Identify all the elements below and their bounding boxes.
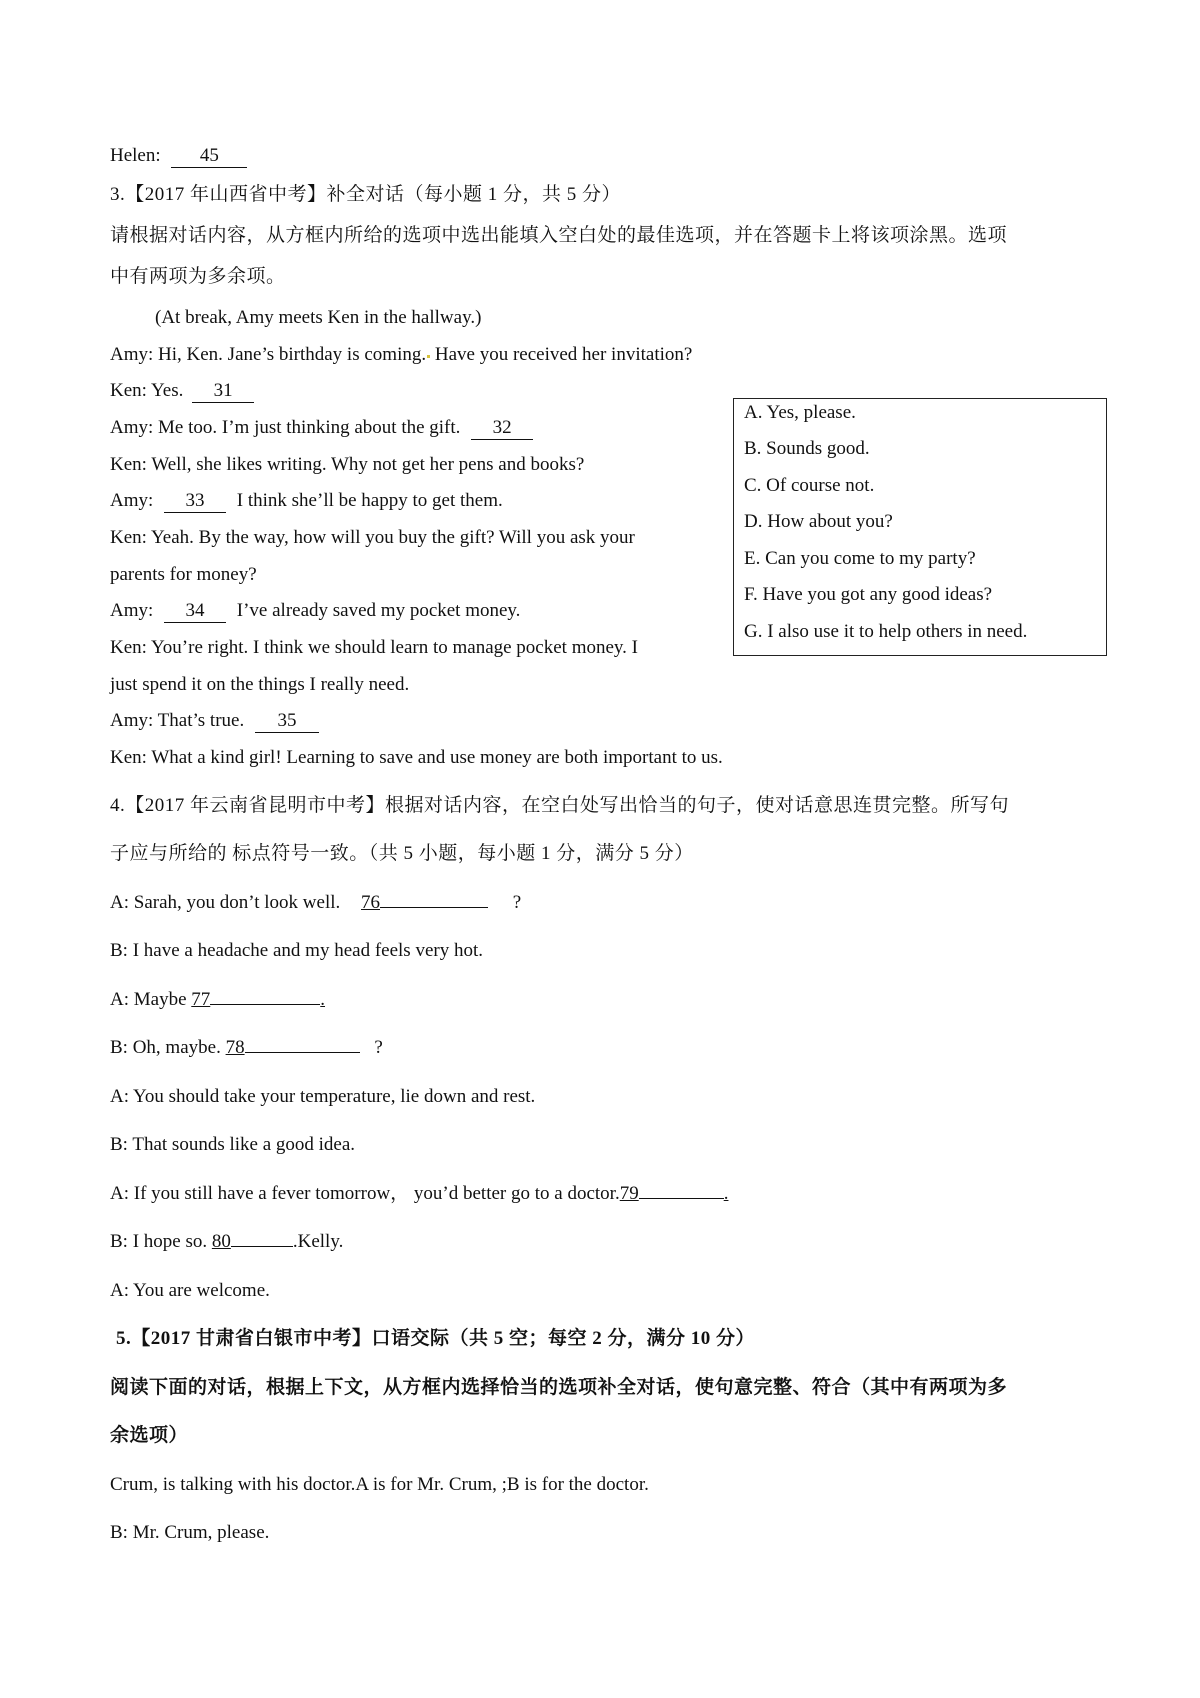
question-source: 【2017 年山西省中考】 <box>125 184 327 205</box>
dialogue-line: Amy: That’s true. 35 <box>110 709 319 733</box>
q5-instruction-1: 阅读下面的对话，根据上下文，从方框内选择恰当的选项补全对话，使句意完整、符合（其中有两项为多 <box>110 1377 1008 1398</box>
question-heading: 补全对话（每小题 1 分，共 5 分） <box>326 184 622 205</box>
dialogue-line: A: Sarah, you don’t look well. 76 ? <box>110 892 522 913</box>
answer-blank: 31 <box>192 380 254 403</box>
answer-blank <box>210 988 320 1005</box>
q3-instruction-2: 中有两项为多余项。 <box>110 266 286 287</box>
dialogue-line: A: You are welcome. <box>110 1280 270 1301</box>
option-g: G. I also use it to help others in need. <box>744 621 1028 642</box>
option-e: E. Can you come to my party? <box>744 548 976 569</box>
question-source: 【2017 年云南省昆明市中考】 <box>125 795 386 816</box>
answer-number: 76 <box>361 892 381 913</box>
option-d: D. How about you? <box>744 511 893 532</box>
dialogue-line: Ken: Yeah. By the way, how will you buy the gift? Will you ask your <box>110 527 635 548</box>
dialogue-line: B: I hope so. 80 .Kelly. <box>110 1231 344 1252</box>
answer-number: 77 <box>191 989 211 1010</box>
speaker: Helen: <box>110 145 161 166</box>
q3-instruction-1: 请根据对话内容，从方框内所给的选项中选出能填入空白处的最佳选项，并在答题卡上将该项涂黑。选项 <box>110 225 1008 246</box>
answer-number: 78 <box>225 1037 245 1058</box>
dialogue-line: Amy: Hi, Ken. Jane’s birthday is coming. Have you received her invitation? <box>110 344 693 365</box>
dialogue-line: B: Mr. Crum, please. <box>110 1522 270 1543</box>
answer-blank: 35 <box>255 710 319 733</box>
answer-blank: 33 <box>164 490 226 513</box>
answer-blank <box>380 891 488 908</box>
dialogue-line: Ken: What a kind girl! Learning to save and use money are both important to us. <box>110 747 723 768</box>
answer-number: 80 <box>211 1231 231 1252</box>
option-f: F. Have you got any good ideas? <box>744 584 993 605</box>
option-c: C. Of course not. <box>744 475 875 496</box>
option-b: B. Sounds good. <box>744 438 870 459</box>
question-number: 4. <box>110 795 126 816</box>
helen-line <box>110 144 247 168</box>
answer-blank: 45 <box>171 145 247 168</box>
dialogue-line: Ken: You’re right. I think we should learn to manage pocket money. I <box>110 637 639 658</box>
dialogue-line: B: Oh, maybe. 78 ? <box>110 1037 383 1058</box>
answer-blank <box>639 1182 724 1199</box>
q3-title <box>110 183 621 207</box>
answer-blank: 32 <box>471 417 533 440</box>
option-a: A. Yes, please. <box>744 402 856 423</box>
q5-title: 5.【2017 甘肃省白银市中考】口语交际（共 5 空；每空 2 分，满分 10 分） <box>116 1328 756 1349</box>
answer-blank <box>245 1036 360 1053</box>
answer-blank: 34 <box>164 600 226 623</box>
dialogue-line: A: If you still have a fever tomorrow， you’d better go to a doctor.79 . <box>110 1183 729 1204</box>
q4-instruction: 子应与所给的 标点符号一致。（共 5 小题，每小题 1 分，满分 5 分） <box>110 843 694 864</box>
dialogue-line: Crum, is talking with his doctor.A is for Mr. Crum, ;B is for the doctor. <box>110 1474 649 1495</box>
q5-instruction-2: 余选项） <box>110 1425 189 1446</box>
question-number: 3. <box>110 184 126 205</box>
answer-blank <box>231 1230 293 1247</box>
dialogue-line: Amy: 34 I’ve already saved my pocket money. <box>110 600 521 621</box>
dialogue-line: parents for money? <box>110 564 257 585</box>
dialogue-line: A: Maybe 77 . <box>110 989 326 1010</box>
answer-number: 79 <box>619 1183 639 1204</box>
dialogue-line: A: You should take your temperature, lie down and rest. <box>110 1086 536 1107</box>
dialogue-line: Ken: Well, she likes writing. Why not get her pens and books? <box>110 454 585 475</box>
dialogue-line: just spend it on the things I really need. <box>110 674 410 695</box>
dialogue-line: B: That sounds like a good idea. <box>110 1134 356 1155</box>
options-box <box>733 398 1107 656</box>
dialogue-line: Amy: Me too. I’m just thinking about the gift. 32 <box>110 416 533 440</box>
dialogue-line: Amy: 33 I think she’ll be happy to get them. <box>110 490 503 511</box>
question-heading: 根据对话内容，在空白处写出恰当的句子，使对话意思连贯完整。所写句 <box>385 795 1010 816</box>
q3-scene: (At break, Amy meets Ken in the hallway.) <box>155 307 482 328</box>
q4-title <box>110 794 1009 818</box>
dialogue-line: B: I have a headache and my head feels very hot. <box>110 940 483 961</box>
dialogue-line: Ken: Yes. 31 <box>110 379 254 403</box>
